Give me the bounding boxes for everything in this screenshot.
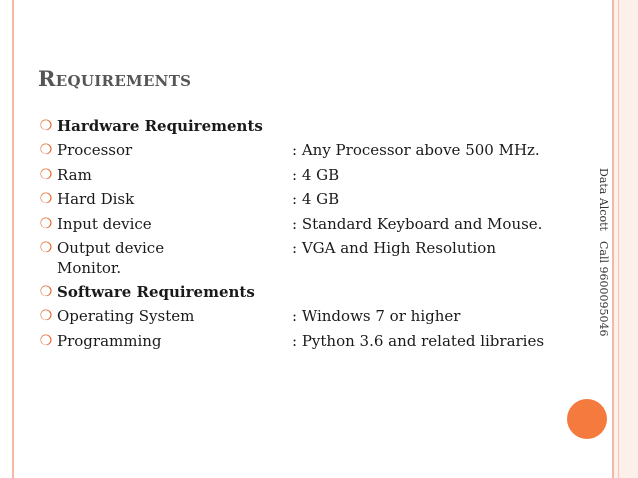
item-value: : 4 GB: [292, 190, 340, 209]
item-value: : Standard Keyboard and Mouse.: [292, 214, 543, 233]
slide-title: Requirements: [38, 66, 192, 91]
list-item-hardware-heading: [38, 116, 598, 140]
bullet-icon: ❍: [39, 239, 53, 256]
footer-brand: Data Alcott: [597, 168, 610, 231]
item-label: Ram: [57, 165, 92, 184]
item-value: : Windows 7 or higher: [292, 307, 461, 326]
item-value: : 4 GB: [292, 165, 340, 184]
item-label: Output device Monitor.: [57, 238, 165, 277]
software-requirements-heading: Software Requirements: [57, 282, 255, 301]
bullet-icon: ❍: [39, 166, 53, 183]
vertical-footer: [588, 168, 610, 337]
list-item-hard-disk: [38, 189, 598, 213]
bullet-icon: ❍: [39, 283, 53, 300]
footer-phone: Call 9600095046: [597, 241, 610, 337]
right-margin-band: [612, 0, 638, 478]
list-item-input-device: [38, 214, 598, 238]
item-value: : Python 3.6 and related libraries: [292, 331, 545, 350]
requirements-list: [38, 116, 598, 355]
right-border-line-inner: [618, 0, 619, 478]
decorative-circle: [567, 399, 607, 439]
item-value: : VGA and High Resolution: [292, 238, 496, 257]
list-item-programming: [38, 331, 598, 355]
list-item-output-device: [38, 238, 598, 282]
right-border-line: [612, 0, 614, 478]
list-item-processor: [38, 140, 598, 164]
item-value: : Any Processor above 500 MHz.: [292, 141, 540, 160]
list-item-software-heading: [38, 282, 598, 306]
list-item-ram: [38, 165, 598, 189]
list-item-operating-system: [38, 306, 598, 330]
bullet-icon: ❍: [39, 215, 53, 232]
bullet-icon: ❍: [39, 118, 53, 134]
bullet-icon: ❍: [39, 191, 53, 208]
bullet-icon: ❍: [39, 142, 53, 159]
hardware-requirements-heading: Hardware Requirements: [57, 117, 263, 135]
bullet-icon: ❍: [39, 332, 53, 349]
item-label: Operating System: [57, 307, 195, 326]
item-label: Hard Disk: [57, 190, 135, 209]
item-label: Input device: [57, 214, 152, 233]
left-border-line: [12, 0, 14, 478]
bullet-icon: ❍: [39, 308, 53, 325]
item-label: Processor: [57, 141, 133, 160]
item-label: Programming: [57, 331, 162, 350]
